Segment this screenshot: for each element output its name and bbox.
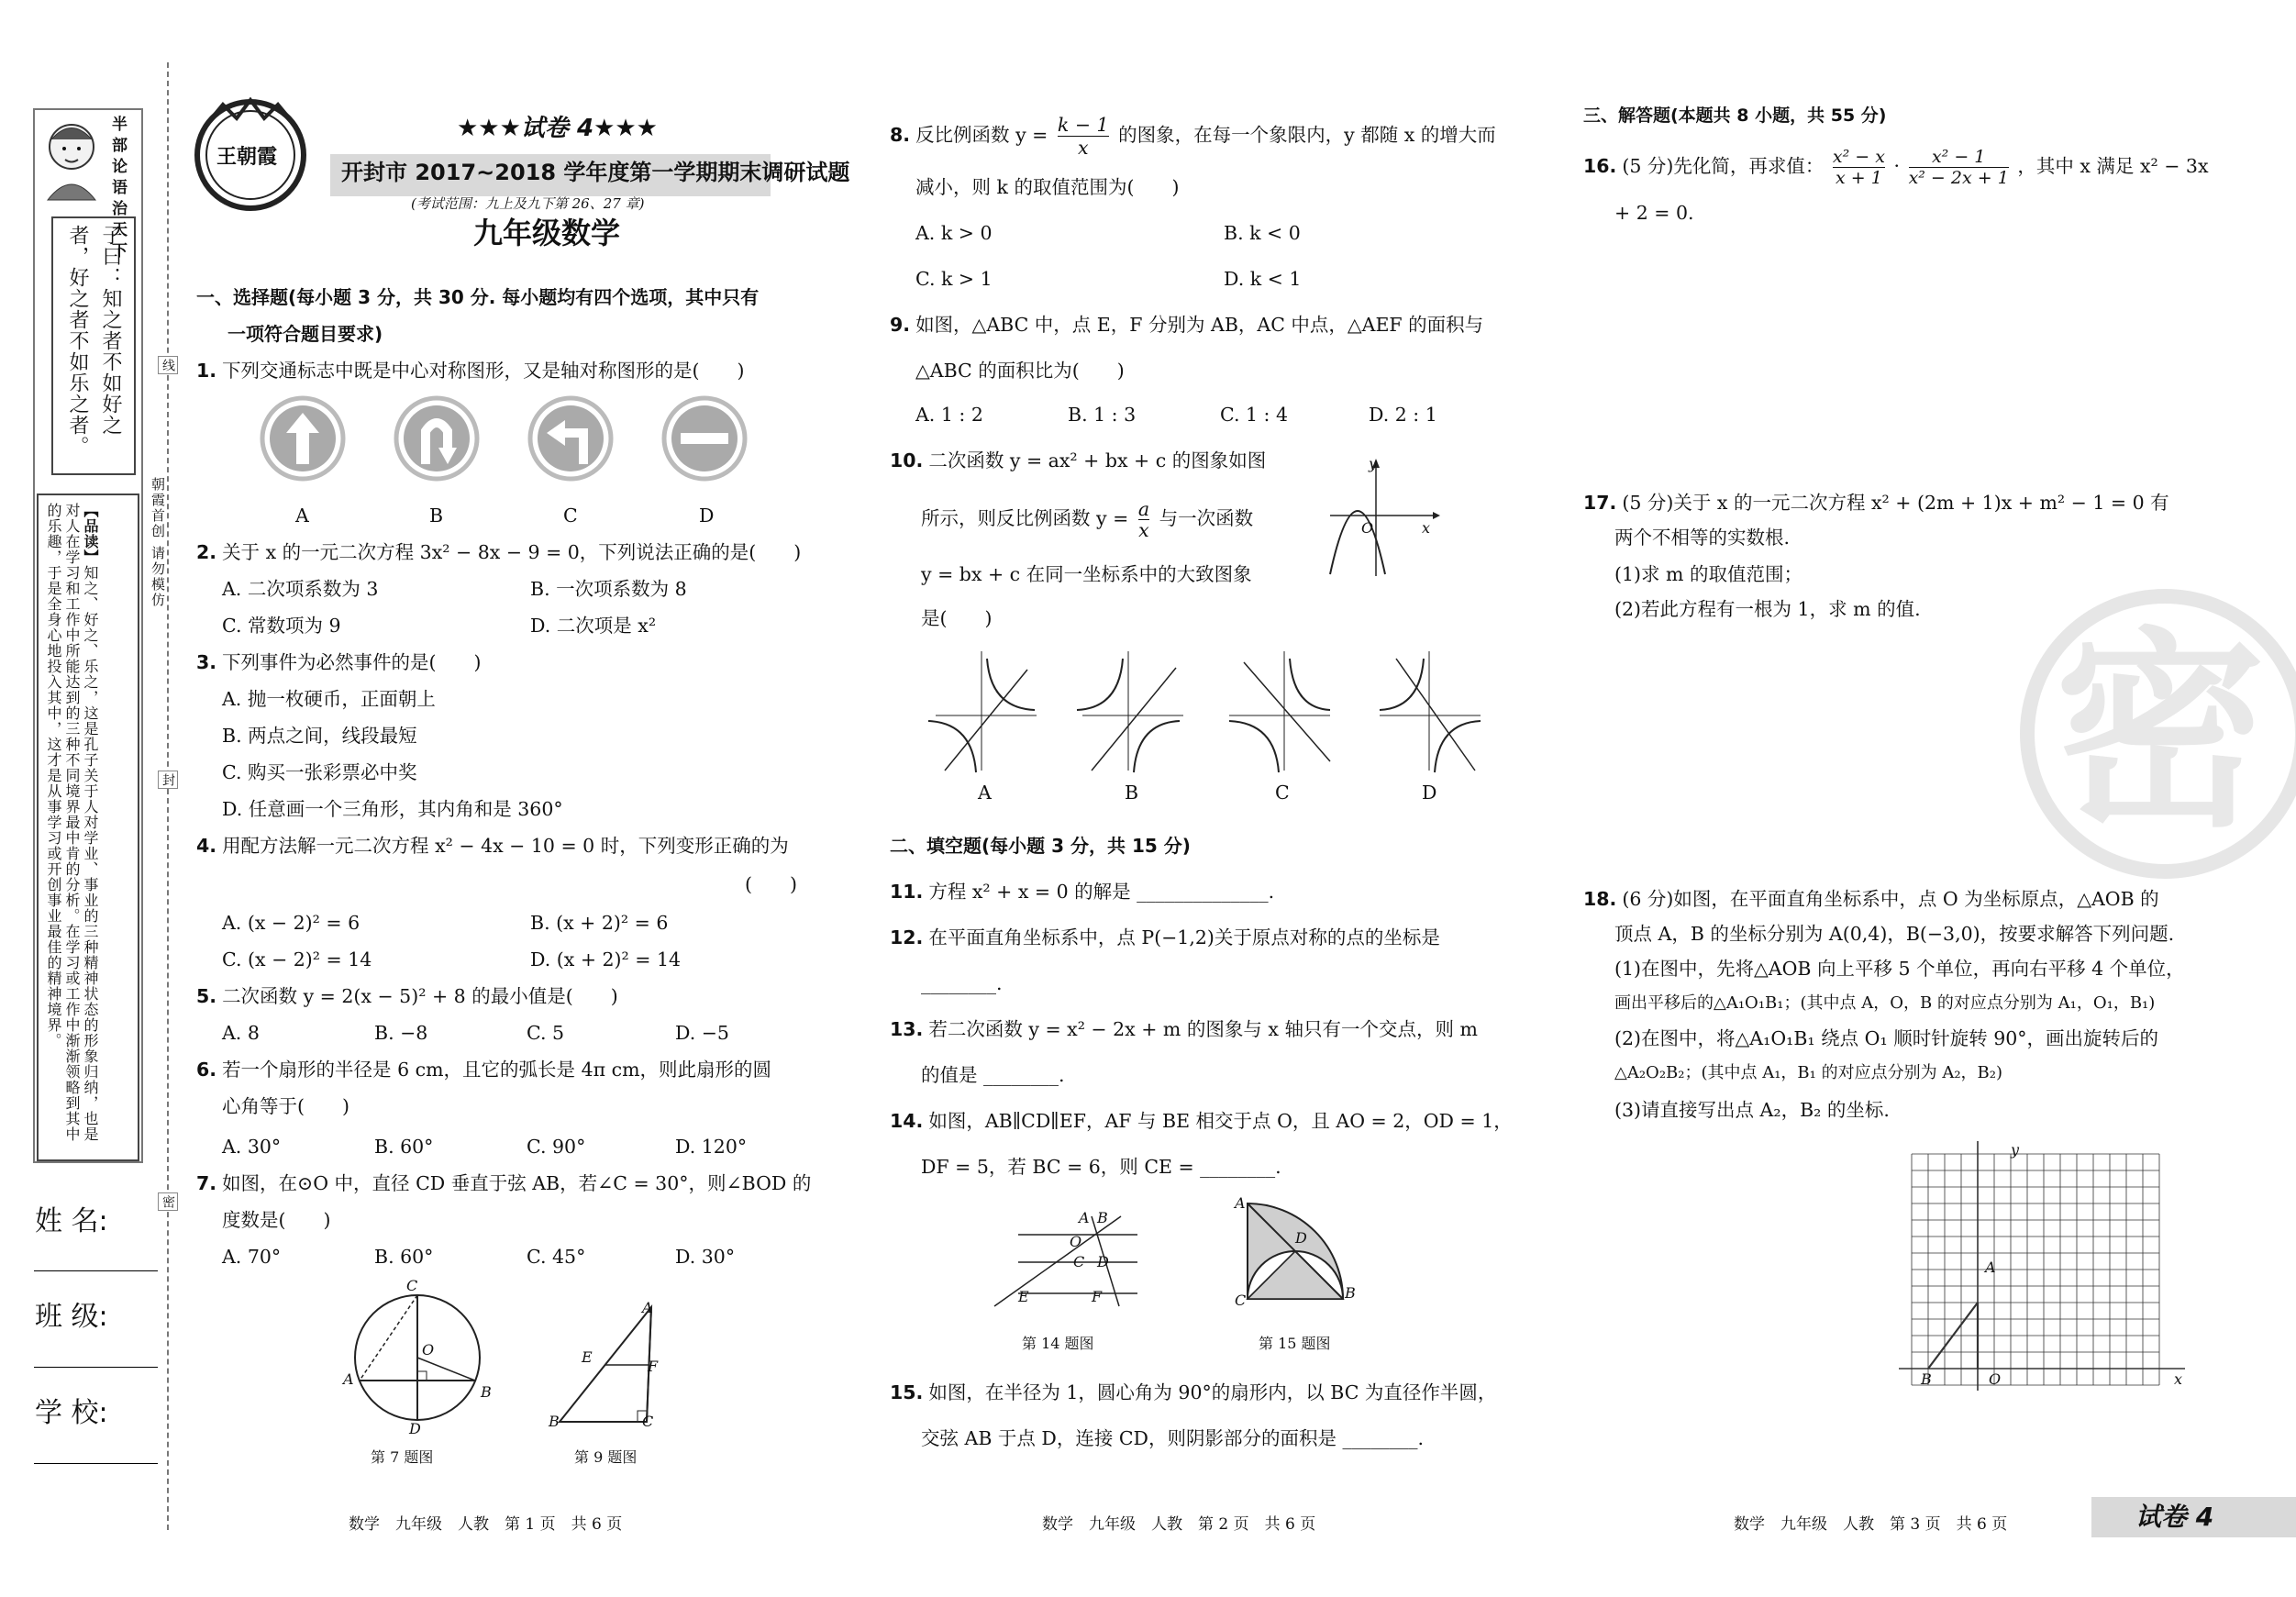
q14 [890,1108,1513,1134]
q14-label-c: C [1073,1253,1085,1270]
q1-text: 下列交通标志中既是中心对称图形，又是轴对称图形的是( ) [222,360,745,382]
q13 [890,1016,1478,1042]
q4-option-d[interactable]: D. (x + 2)² = 14 [530,948,682,970]
q10-axis-x: x [1422,519,1431,537]
q2-option-b[interactable]: B. 一次项系数为 8 [530,578,687,600]
copyright-note: 朝霞首创 请勿模仿 [150,477,166,608]
q2 [196,539,801,565]
sign-a-up-arrow-icon [262,398,343,479]
q17-text-2: 两个不相等的实数根. [1614,527,1791,549]
sidebar-quote: 子曰：知之者不如好之者，好之者不如乐之者。 [66,225,122,457]
q10-axis-y: y [1369,455,1378,472]
q2-text: 关于 x 的一元二次方程 3x² − 8x − 9 = 0，下列说法正确的是( ) [222,541,802,563]
section3-heading: 三、解答题(本题共 8 小题，共 55 分) [1583,105,1887,126]
q10 [890,448,1266,473]
q3 [196,649,482,675]
q10-num: 10. [890,449,924,471]
q10-graph-d [1380,651,1481,772]
q14-label-d: D [1097,1253,1109,1270]
q1-label-c: C [563,505,578,527]
q10-text-4: 是( ) [921,607,993,629]
q9-label-a: A [642,1299,653,1316]
q10-line-2 [921,499,1253,540]
q3-option-b[interactable]: B. 两点之间，线段最短 [222,725,417,747]
q16-f1-num: x² − x [1832,147,1885,167]
school-line[interactable] [34,1463,158,1464]
footer-page-1: 数学 九年级 人教 第 1 页 共 6 页 [349,1515,623,1534]
q18-line-3: 画出平移后的△A₁O₁B₁；(其中点 A，O，B 的对应点分别为 A₁，O₁，B₁) [1614,993,2156,1013]
q10-options-figure [926,642,1514,780]
q14-caption: 第 14 题图 [1022,1335,1094,1352]
q10-label-a: A [978,782,992,804]
q12-text: 在平面直角坐标系中，点 P(−1,2)关于原点对称的点的坐标是 [928,926,1440,948]
sidebar-vert-header: 半部论语治天下 [108,116,127,263]
cut-line [167,62,169,1530]
q18-line-5: △A₂O₂B₂；(其中点 A₁，B₁ 的对应点分别为 A₂，B₂) [1614,1063,2002,1082]
q6-text-2: 心角等于( ) [222,1095,349,1117]
school-label: 学 校: [35,1397,108,1429]
q6-option-c[interactable]: C. 90° [527,1136,586,1158]
q18-line-1: 顶点 A，B 的坐标分别为 A(0,4)，B(−3,0)，按要求解答下列问题. [1614,923,2175,945]
cut-mark-2: 封 [158,771,178,789]
q6-num: 6. [196,1059,217,1081]
q7 [196,1170,811,1196]
reading-text: 知之、好之、乐之，这是孔子关于人对学业、事业的三种精神状态的形象归纳，也是对人在学习和工作中所能达到的三种不同境界最中肯的分析。在学习或工作中渐渐领略到其中的乐趣，于是全身心地投入其中，这才是从事学习或开创事业最佳的精神境界。 [45,503,99,1142]
q15-caption: 第 15 题图 [1259,1335,1331,1352]
q8-frac-den: x [1077,137,1089,159]
q11-num: 11. [890,881,924,903]
q4 [196,833,789,859]
q4-option-c[interactable]: C. (x − 2)² = 14 [222,948,372,970]
q7-num: 7. [196,1172,217,1194]
q16-dot: · [1893,155,1901,177]
brand-name: 王朝霞 [216,145,278,169]
q17-num: 17. [1583,492,1617,514]
q4-option-a[interactable]: A. (x − 2)² = 6 [222,912,360,934]
q3-option-a[interactable]: A. 抛一枚硬币，正面朝上 [222,688,436,710]
q9-text-2: △ABC 的面积比为( ) [915,360,1125,382]
q9-num: 9. [890,314,911,336]
q8-text-a: 反比例函数 y = [915,124,1048,146]
q12 [890,925,1440,950]
q18 [1583,886,2159,912]
q18-label-o: O [1989,1370,2002,1388]
q13-num: 13. [890,1018,924,1040]
class-label: 班 级: [35,1301,108,1333]
q2-option-d[interactable]: D. 二次项是 x² [530,615,657,637]
q1-traffic-signs [257,394,771,486]
q16-f1-den: x + 1 [1836,168,1882,188]
q11 [890,879,1274,904]
q1-num: 1. [196,360,217,382]
q3-num: 3. [196,651,217,673]
reading-label: 【品读】 [82,503,99,565]
q1-label-b: B [429,505,444,527]
q4-text: 用配方法解一元二次方程 x² − 4x − 10 = 0 时，下列变形正确的为 [222,835,789,857]
q17 [1583,490,2169,516]
q9-option-a[interactable]: A. 1 : 2 [915,404,983,426]
q9-label-c: C [642,1413,654,1430]
q5-num: 5. [196,985,217,1007]
q18-label-b: B [1921,1370,1932,1388]
q15-label-d: D [1295,1229,1307,1247]
q1-label-a: A [295,505,309,527]
q16-f2-den: x² − 2x + 1 [1908,168,2009,188]
cut-mark-3: 密 [158,1192,178,1211]
section1-heading: 一、选择题(每小题 3 分，共 30 分. 每小题均有四个选项，其中只有 [196,286,760,308]
q9-label-f: F [648,1358,659,1375]
q14-label-e: E [1018,1288,1029,1305]
q18-line-6: (3)请直接写出点 A₂，B₂ 的坐标. [1614,1099,1890,1121]
q12-text-2: ________. [921,972,1003,994]
q10-graph-a [928,651,1037,772]
q10-graph-c [1229,651,1330,772]
q6-option-b[interactable]: B. 60° [374,1136,434,1158]
q15-figure [1238,1198,1358,1317]
q7-label-b: B [481,1383,492,1401]
q6 [196,1057,771,1082]
q14-label-a: A [1079,1209,1090,1226]
q8-option-a[interactable]: A. k > 0 [915,222,993,244]
q3-option-d[interactable]: D. 任意画一个三角形，其内角和是 360° [222,798,563,820]
q10-text: 二次函数 y = ax² + bx + c 的图象如图 [928,449,1267,471]
section1-heading-2: 一项符合题目要求) [227,323,383,345]
q7-label-c: C [406,1277,418,1294]
q18-line-4: (2)在图中，将△A₁O₁B₁ 绕点 O₁ 顺时针旋转 90°，画出旋转后的 [1614,1027,2159,1049]
q8-frac-num: k − 1 [1057,114,1109,136]
portrait-icon [35,112,108,204]
q8-option-d[interactable]: D. k < 1 [1224,268,1302,290]
q11-text: 方程 x² + x = 0 的解是 ______________. [928,881,1275,903]
q9-caption: 第 9 题图 [574,1448,638,1466]
q15-num: 15. [890,1381,924,1403]
q15-label-b: B [1345,1284,1356,1302]
q16-text-2: + 2 = 0. [1614,202,1694,224]
sign-c-left-turn-icon [530,398,611,479]
q5-option-a[interactable]: A. 8 [222,1022,260,1044]
q7-label-d: D [409,1420,421,1437]
q5 [196,983,618,1009]
q16-text-b: ，其中 x 满足 x² − 3x [2017,155,2209,177]
name-line[interactable] [34,1270,158,1271]
q10-text-2a: 所示，则反比例函数 y = [921,507,1129,529]
q4-option-b[interactable]: B. (x + 2)² = 6 [530,912,669,934]
q10-text-3: y = bx + c 在同一坐标系中的大致图象 [921,563,1252,585]
q4-paren: ( ) [745,873,797,895]
q6-option-d[interactable]: D. 120° [675,1136,748,1158]
q14-num: 14. [890,1110,924,1132]
q10-frac-num: a [1137,498,1150,520]
q3-option-c[interactable]: C. 购买一张彩票必中奖 [222,761,417,783]
q7-option-c[interactable]: C. 45° [527,1246,586,1268]
q6-text: 若一个扇形的半径是 6 cm，且它的弧长是 4π cm，则此扇形的圆 [222,1059,772,1081]
q14-figure [991,1209,1147,1310]
q9-option-d[interactable]: D. 2 : 1 [1369,404,1437,426]
q14-label-f: F [1092,1288,1103,1305]
q9-option-c[interactable]: C. 1 : 4 [1220,404,1289,426]
q14-label-o: O [1070,1233,1082,1250]
q10-text-2b: 与一次函数 [1159,507,1254,529]
cut-mark-1: 线 [158,356,178,374]
q10-axis-o: O [1361,519,1374,537]
exam-title: 开封市 2017~2018 学年度第一学期期末调研试题 [341,160,850,185]
q13-text: 若二次函数 y = x² − 2x + m 的图象与 x 轴只有一个交点，则 m [928,1018,1478,1040]
subject-title: 九年级数学 [473,216,621,250]
q8 [890,114,1496,159]
q18-label-y: y [2011,1141,2020,1159]
q13-text-2: 的值是 ________. [921,1064,1065,1086]
q10-label-d: D [1422,782,1437,804]
q2-num: 2. [196,541,217,563]
q10-label-b: B [1125,782,1139,804]
watermark-text: 密 [2055,611,2267,856]
section2-heading: 二、填空题(每小题 3 分，共 15 分) [890,835,1191,857]
q9 [890,312,1483,338]
class-line[interactable] [34,1367,158,1368]
q9-label-b: B [549,1413,560,1430]
sidebar-portrait [35,112,108,204]
q16-f2-num: x² − 1 [1909,147,2009,168]
q16-num: 16. [1583,155,1617,177]
paper-tag: 试卷 4 [2135,1502,2214,1532]
q9-text: 如图，△ABC 中，点 E，F 分别为 AB，AC 中点，△AEF 的面积与 [915,314,1484,336]
q7-option-a[interactable]: A. 70° [222,1246,282,1268]
q18-label-x: x [2174,1370,2183,1388]
q14-text: 如图，AB∥CD∥EF，AF 与 BE 相交于点 O，且 AO = 2，OD = 1， [928,1110,1513,1132]
q18-grid-figure [1899,1141,2192,1398]
q16 [1583,147,2209,188]
q7-option-d[interactable]: D. 30° [675,1246,736,1268]
q5-option-c[interactable]: C. 5 [527,1022,565,1044]
sign-b-u-turn-icon [396,398,477,479]
q5-option-b[interactable]: B. −8 [374,1022,428,1044]
q18-text: (6 分)如图，在平面直角坐标系中，点 O 为坐标原点，△AOB 的 [1622,888,2159,910]
q17-sub-1: (1)求 m 的取值范围； [1614,563,1803,585]
q9-figure [550,1303,660,1431]
sidebar-reading [44,503,99,1156]
q9-option-b[interactable]: B. 1 : 3 [1068,404,1137,426]
q8-num: 8. [890,124,911,146]
q2-option-c[interactable]: C. 常数项为 9 [222,615,341,637]
q4-num: 4. [196,835,217,857]
q10-label-c: C [1275,782,1290,804]
q17-text: (5 分)关于 x 的一元二次方程 x² + (2m + 1)x + m² − 1 = 0 有 [1622,492,2169,514]
q9-label-e: E [582,1348,593,1366]
q8-text-2: 减小，则 k 的取值范围为( ) [915,176,1180,198]
q2-option-a[interactable]: A. 二次项系数为 3 [222,578,379,600]
q10-frac-den: x [1138,519,1149,541]
q18-label-a: A [1985,1259,1996,1276]
q3-text: 下列事件为必然事件的是( ) [222,651,482,673]
q1-label-d: D [699,505,715,527]
exam-scope: (考试范围：九上及九下第 26、27 章) [411,195,645,212]
q14-text-2: DF = 5，若 BC = 6，则 CE = ________. [921,1156,1281,1178]
q15-text: 如图，在半径为 1，圆心角为 90°的扇形内，以 BC 为直径作半圆， [928,1381,1497,1403]
q14-label-b: B [1097,1209,1108,1226]
q7-text: 如图，在⊙O 中，直径 CD 垂直于弦 AB，若∠C = 30°，则∠BOD 的 [222,1172,812,1194]
footer-page-2: 数学 九年级 人教 第 2 页 共 6 页 [1042,1515,1316,1534]
q18-num: 18. [1583,888,1617,910]
sign-d-no-entry-icon [664,398,745,479]
q7-label-o: O [422,1341,435,1359]
q8-option-b[interactable]: B. k < 0 [1224,222,1301,244]
name-label: 姓 名: [35,1205,108,1237]
q10-graph-b [1077,651,1183,772]
q8-text-b: 的图象，在每一个象限内，y 都随 x 的增大而 [1118,124,1496,146]
q7-caption: 第 7 题图 [371,1448,434,1466]
q7-text-2: 度数是( ) [222,1209,331,1231]
q15-text-2: 交弦 AB 于点 D，连接 CD，则阴影部分的面积是 ________. [921,1427,1425,1449]
q1 [196,358,745,383]
q5-text: 二次函数 y = 2(x − 5)² + 8 的最小值是( ) [222,985,618,1007]
paper-label: ★★★试卷 4★★★ [457,115,658,142]
q15-label-a: A [1235,1194,1246,1212]
q6-option-a[interactable]: A. 30° [222,1136,282,1158]
footer-page-3: 数学 九年级 人教 第 3 页 共 6 页 [1734,1515,2008,1534]
q17-sub-2: (2)若此方程有一根为 1，求 m 的值. [1614,598,1921,620]
q8-option-c[interactable]: C. k > 1 [915,268,993,290]
q5-option-d[interactable]: D. −5 [675,1022,729,1044]
brand-logo [191,95,310,215]
q7-label-a: A [343,1370,354,1388]
q15-label-c: C [1235,1292,1247,1309]
q7-option-b[interactable]: B. 60° [374,1246,434,1268]
q12-num: 12. [890,926,924,948]
q18-line-2: (1)在图中，先将△AOB 向上平移 5 个单位，再向右平移 4 个单位， [1614,958,2185,980]
q16-text-a: (5 分)先化简，再求值： [1622,155,1825,177]
q15 [890,1380,1496,1405]
